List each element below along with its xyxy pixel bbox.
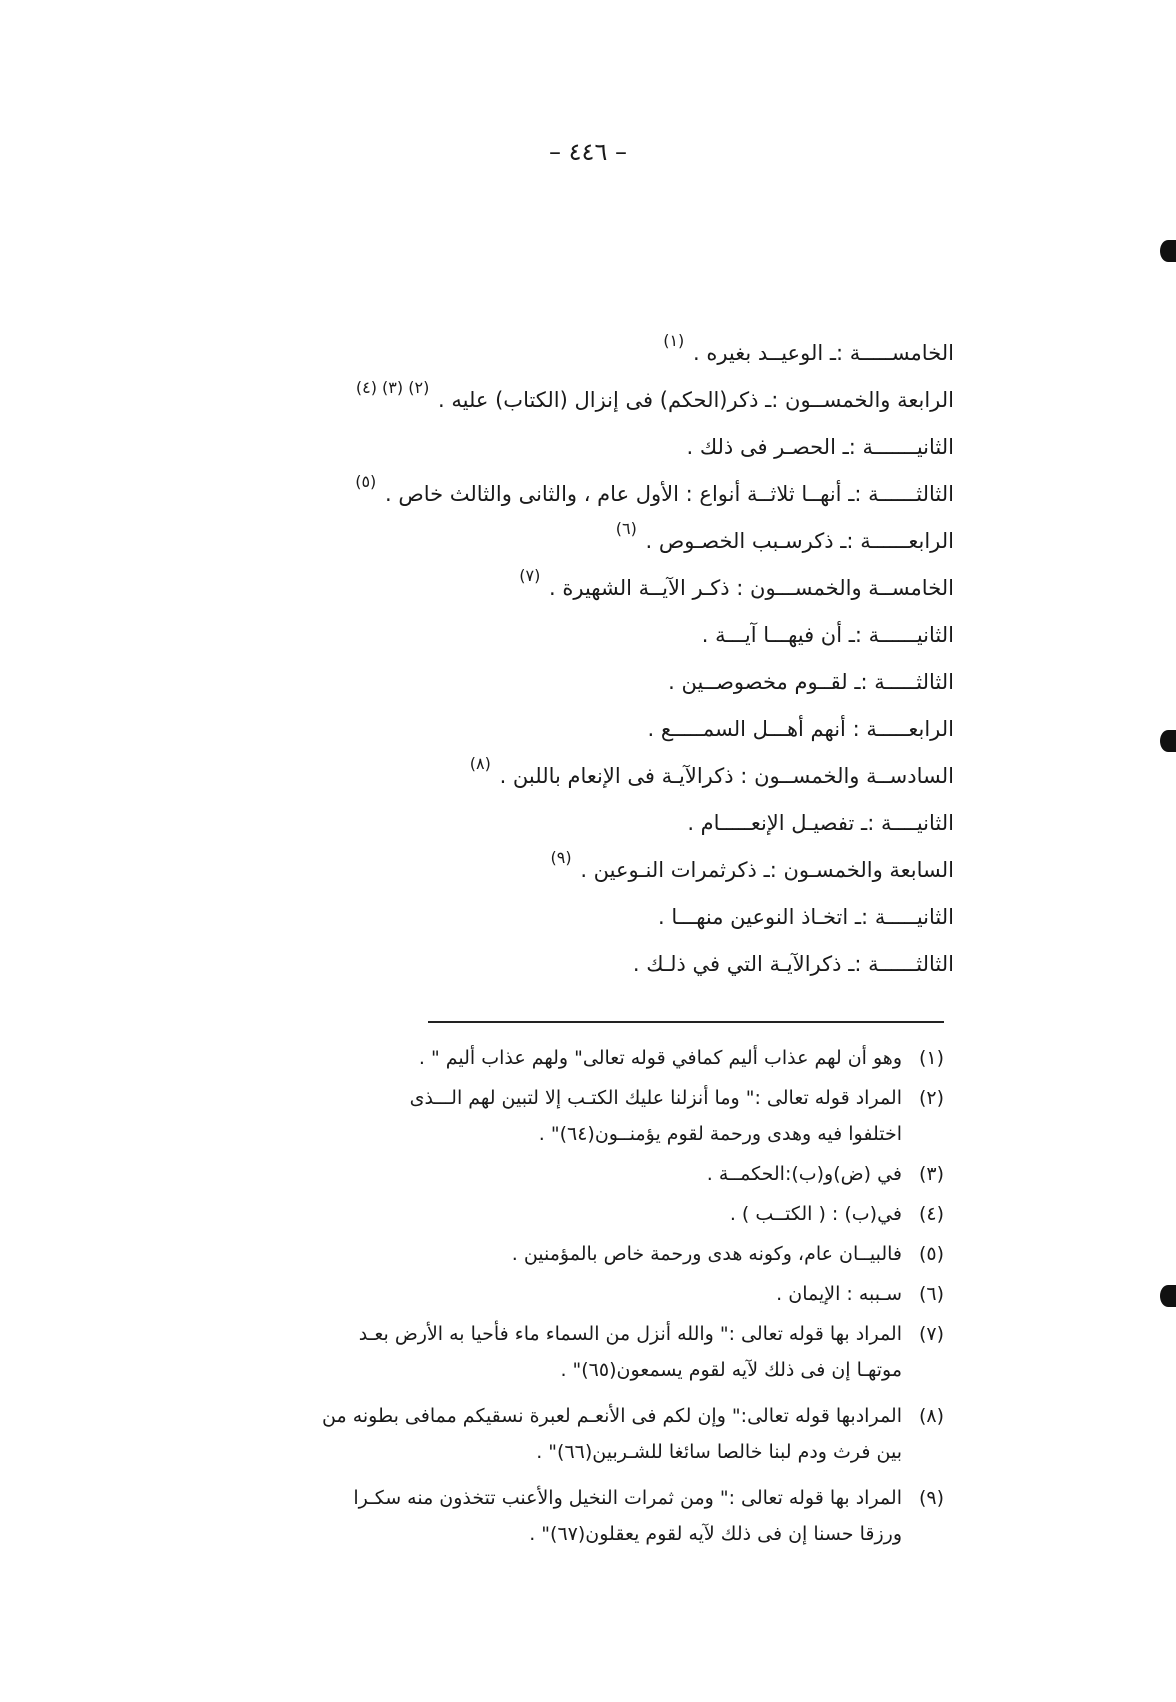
line-separator: :ـ [848,482,862,506]
line-separator: :ـ [765,388,779,412]
text-line [194,424,954,471]
footnote-line: المرادبها قوله تعالى:" وإن لكم فى الأنعـم لعبرة نسقيكم ممافى بطونه من [322,1405,902,1427]
footnote-line: فالبيــان عام، وكونه هدى ورحمة خاص بالمؤمنين . [511,1243,902,1265]
line-separator: :ـ [854,905,869,929]
footnote-number: (٩) [918,1487,944,1509]
footnote-ref [698,613,702,632]
line-text: ذكـر الآيــة الشهيرة . [549,576,730,600]
line-separator: :ـ [848,952,862,976]
text-line [194,659,954,706]
line-label: السابعة والخمسـون [783,858,954,882]
line-text: ذكر(الحكم) فى إنزال (الكتاب) عليه . [438,388,759,412]
line-text: الوعيــد بغيره . [692,341,824,365]
text-line [194,753,954,800]
footnote-line: المراد بها قوله تعالى :" ومن ثمرات النخيل والأعنب تتخذون منه سكـرا [353,1487,902,1509]
footnote-line: ورزقا حسنا إن فى ذلك لآيه لقوم يعقلون(٦٧)" . [529,1523,902,1545]
footnote-text [84,1156,902,1192]
margin-mark [1160,240,1176,262]
line-separator: : [740,764,748,788]
line-text: اتخـاذ النوعين منهـــا . [657,905,849,929]
line-text: ذكرالآيـة فى الإنعام باللبن . [499,764,734,788]
footnote-number: (٦) [918,1283,944,1305]
footnote-number: (١) [918,1047,944,1069]
line-separator: :ـ [861,811,875,835]
footnote-text [84,1480,902,1552]
line-text: أن فيهـــا آيـــة . [701,623,843,647]
footnote-line: المراد قوله تعالى :" وما أنزلنا عليك الكتـب إلا لتبين لهم الـــذى [409,1087,902,1109]
footnote-ref [682,425,686,444]
footnote-number: (٧) [918,1323,944,1345]
footnote-text [84,1080,902,1152]
main-text [194,330,954,988]
line-separator: : [852,717,860,741]
footnote [84,1398,944,1470]
footnote [84,1276,944,1312]
footnote-ref [629,942,633,961]
footnote-number: (٣) [918,1163,944,1185]
line-label: الرابعة والخمســون [785,388,954,412]
footnote-text [84,1040,902,1076]
line-separator: :ـ [854,670,868,694]
text-line [194,800,954,847]
footnote [84,1316,944,1388]
footnote-ref: (٦) [615,519,637,538]
text-line [194,941,954,988]
text-line [194,847,954,894]
line-separator: :ـ [840,529,854,553]
text-line [194,377,954,424]
footnote-number: (٨) [918,1405,944,1427]
line-label: الثانيــــــة [868,623,954,647]
footnote-line: في (ض)و(ب):الحكمــة . [706,1163,902,1185]
margin-mark [1160,1285,1176,1307]
footnote-ref: (٧) [519,566,541,585]
footnote [84,1196,944,1232]
text-line [194,706,954,753]
footnote-ref [683,801,687,820]
line-text: لقــوم مخصوصــين . [668,670,848,694]
text-line [194,894,954,941]
line-separator: :ـ [848,623,862,647]
line-text: ذكرثمرات النـوعين . [580,858,757,882]
footnote-text [84,1316,902,1388]
footnote-ref [644,707,648,726]
footnote-ref [664,660,668,679]
footnote-divider [428,1021,944,1023]
footnote-text [84,1398,902,1470]
footnote-ref: (٥) [355,472,377,491]
footnote [84,1080,944,1152]
line-label: الثالثــــــة [868,482,954,506]
line-text: ذكرسـبب الخصـوص . [645,529,834,553]
footnote-number: (٢) [918,1087,944,1109]
line-label: الثانيـــــة [874,905,954,929]
text-line [194,471,954,518]
line-text: الحصـر فى ذلك . [686,435,836,459]
footnotes [84,1040,944,1556]
footnote-ref: (٨) [469,754,491,773]
line-text: تفصيـل الإنعـــــام . [687,811,855,835]
text-line [194,518,954,565]
footnote [84,1480,944,1552]
text-line [194,330,954,377]
footnote [84,1040,944,1076]
footnote-number: (٥) [918,1243,944,1265]
footnote-ref: (٢) (٣) (٤) [355,378,430,397]
footnote-line: المراد بها قوله تعالى :" والله أنزل من السماء ماء فأحيا به الأرض بعـد [358,1323,902,1345]
footnote-line: اختلفوا فيه وهدى ورحمة لقوم يؤمنــون(٦٤)" . [538,1123,902,1145]
margin-mark [1160,730,1176,752]
line-text: ذكرالآيـة التي في ذلـك . [632,952,842,976]
line-label: السادســة والخمســون [754,764,954,788]
line-label: الخامســـــة [849,341,954,365]
line-separator: :ـ [842,435,856,459]
footnote-text [84,1276,902,1312]
line-text: أنهــا ثلاثــة أنواع : الأول عام ، والثانى والثالث خاص . [384,482,842,506]
line-label: الثالثـــــة [874,670,954,694]
line-separator: :ـ [829,341,844,365]
page-number: – ٤٤٦ – [549,138,627,166]
footnote-line: موتهـا إن فى ذلك لآيه لقوم يسمعون(٦٥)" . [560,1359,902,1381]
text-line [194,612,954,659]
text-line [194,565,954,612]
line-label: الثانيـــــــة [862,435,954,459]
footnote [84,1156,944,1192]
footnote-ref: (١) [663,331,685,350]
line-separator: : [736,576,744,600]
footnote-line: سـببه : الإيمان . [776,1283,902,1305]
footnote-ref [654,895,658,914]
line-text: أنهم أهـــل السمـــــع . [647,717,846,741]
footnote-text [84,1236,902,1272]
footnote-line: وهو أن لهم عذاب أليم كمافي قوله تعالى" ولهم عذاب أليم " . [418,1047,902,1069]
footnote-number: (٤) [918,1203,944,1225]
footnote [84,1236,944,1272]
line-label: الثالثــــــة [868,952,954,976]
line-label: الرابعـــــة [866,717,954,741]
line-separator: :ـ [763,858,777,882]
footnote-text [84,1196,902,1232]
line-label: الخامســة والخمســـون [750,576,954,600]
footnote-line: بين فرث ودم لبنا خالصا سائغا للشـربين(٦٦)" . [536,1441,902,1463]
footnote-line: في(ب) : ( الكتــب ) . [729,1203,902,1225]
line-label: الثانيــــة [880,811,954,835]
footnote-ref: (٩) [550,848,572,867]
line-label: الرابعــــــة [860,529,954,553]
